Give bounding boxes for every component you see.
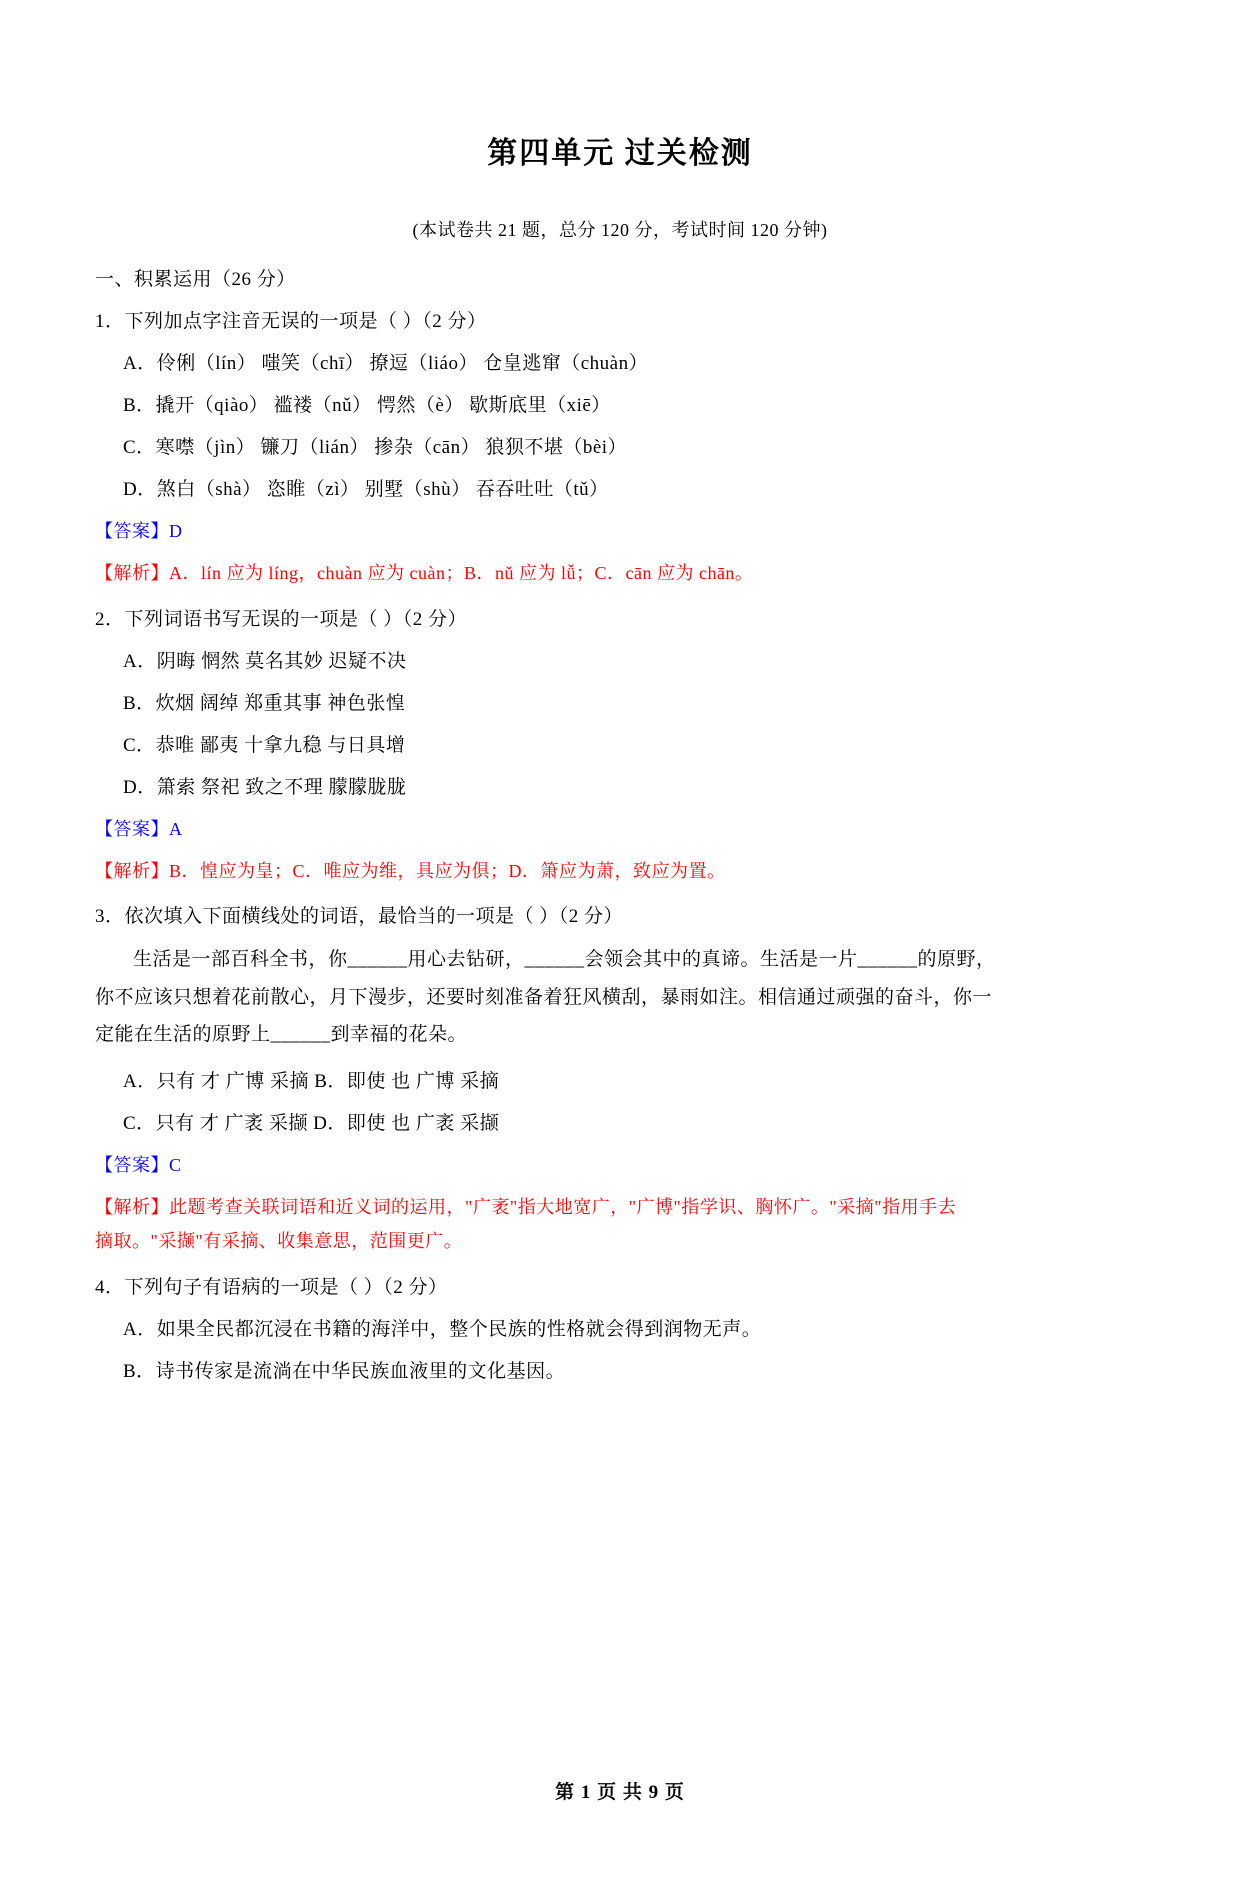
question-2-option-a: A．阴晦 惘然 莫名其妙 迟疑不决 xyxy=(123,650,407,672)
question-3-options-row-2: C．只有 才 广袤 采撷 D．即使 也 广袤 采撷 xyxy=(123,1113,500,1135)
page-title: 第四单元 过关检测 xyxy=(487,137,753,170)
question-4-option-a: A．如果全民都沉浸在书籍的海洋中，整个民族的性格就会得到润物无声。 xyxy=(123,1318,762,1340)
question-1-option-a: A．伶俐（lín） 嗤笑（chī） 撩逗（liáo） 仓皇逃窜（chuàn） xyxy=(123,353,649,374)
question-3-analysis-line-2: 摘取。"采撷"有采摘、收集意思，范围更广。 xyxy=(95,1230,463,1251)
question-2-option-d: D．箫索 祭祀 致之不理 朦朦胧胧 xyxy=(123,776,407,798)
page-footer: 第 1 页 共 9 页 xyxy=(555,1782,685,1803)
analysis-text: A．lín 应为 líng，chuàn 应为 cuàn；B．nǔ 应为 lǚ；C．cān 应为 chān。 xyxy=(169,563,754,583)
question-1-option-d: D．煞白（shà） 恣睢（zì） 别墅（shù） 吞吞吐吐（tǔ） xyxy=(123,479,609,500)
question-3-answer xyxy=(95,1151,1145,1177)
answer-value: C xyxy=(169,1155,182,1176)
analysis-label: 【解析】 xyxy=(95,860,169,881)
question-3-passage-line-3: 定能在生活的原野上______到幸福的花朵。 xyxy=(95,1023,468,1045)
question-3-options-row-1: A．只有 才 广博 采摘 B．即使 也 广博 采摘 xyxy=(123,1071,500,1093)
question-3-passage-line-2: 你不应该只想着花前散心，月下漫步，还要时刻准备着狂风横刮，暴雨如注。相信通过顽强的奋斗，你一 xyxy=(95,986,993,1008)
question-1-stem: 1．下列加点字注音无误的一项是（ ）（2 分） xyxy=(95,311,487,332)
exam-subtitle: (本试卷共 21 题，总分 120 分，考试时间 120 分钟) xyxy=(412,220,828,240)
answer-label: 【答案】 xyxy=(95,1155,169,1176)
question-4-option-b: B．诗书传家是流淌在中华民族血液里的文化基因。 xyxy=(123,1360,566,1382)
question-2-option-c: C．恭唯 鄙夷 十拿九稳 与日具增 xyxy=(123,734,406,756)
analysis-text: B．惶应为皇；C．唯应为维，具应为俱；D．箫应为萧，致应为置。 xyxy=(169,860,726,881)
analysis-text-line-1: 此题考查关联词语和近义词的运用，"广袤"指大地宽广，"广博"指学识、胸怀广。"采摘"指用手去 xyxy=(169,1197,957,1218)
answer-label: 【答案】 xyxy=(95,521,169,541)
answer-value: A xyxy=(169,818,183,839)
question-1-option-b: B．撬开（qiào） 褴褛（nǔ） 愕然（è） 歇斯底里（xiē） xyxy=(123,395,611,416)
analysis-label: 【解析】 xyxy=(95,1197,169,1218)
question-1-analysis xyxy=(95,559,1145,589)
question-2-analysis xyxy=(95,857,1145,887)
question-2-stem: 2．下列词语书写无误的一项是（ ）（2 分） xyxy=(95,608,468,630)
question-2-answer xyxy=(95,815,1145,841)
answer-value: D xyxy=(169,521,183,541)
question-3-stem: 3．依次填入下面横线处的词语，最恰当的一项是（ ）（2 分） xyxy=(95,906,624,928)
section-heading-1: 一、积累运用（26 分） xyxy=(95,269,296,290)
question-2-option-b: B．炊烟 阔绰 郑重其事 神色张惶 xyxy=(123,692,406,714)
question-4-stem: 4．下列句子有语病的一项是（ ）（2 分） xyxy=(95,1276,448,1298)
analysis-label: 【解析】 xyxy=(95,563,169,583)
document-page xyxy=(0,128,1240,1882)
question-1-option-c: C．寒噤（jìn） 镰刀（lián） 掺杂（cān） 狼狈不堪（bèi） xyxy=(123,437,628,458)
answer-label: 【答案】 xyxy=(95,818,169,839)
question-3-analysis xyxy=(95,1193,1145,1223)
question-3-passage-line-1: 生活是一部百科全书，你______用心去钻研，______会领会其中的真谛。生活是一片______的原野， xyxy=(133,949,996,971)
question-1-answer xyxy=(95,517,1145,543)
